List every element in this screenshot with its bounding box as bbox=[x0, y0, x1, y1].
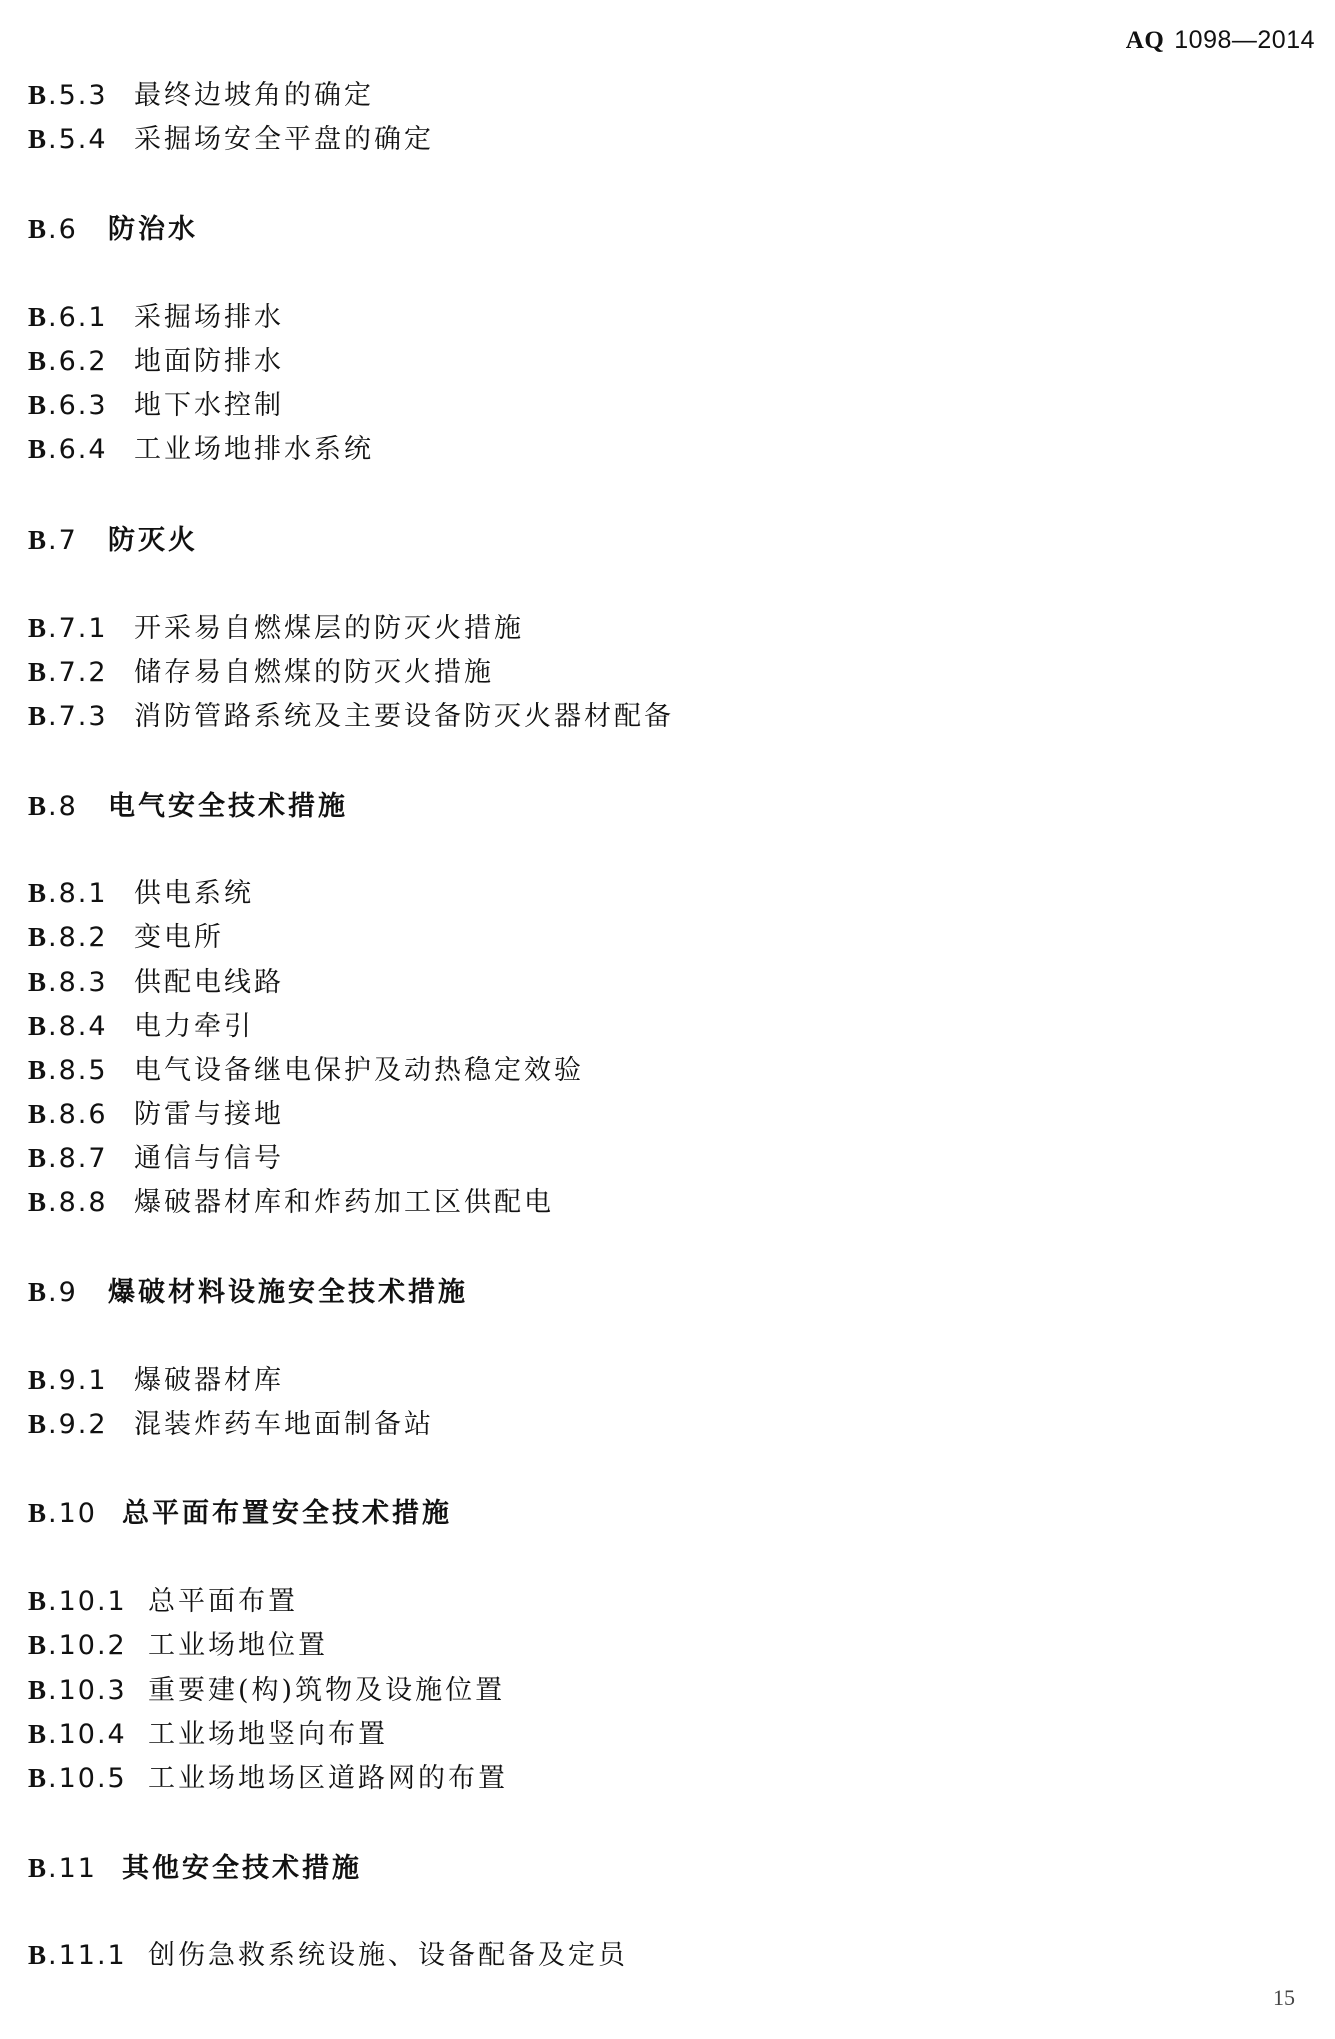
standard-prefix: AQ bbox=[1125, 27, 1165, 54]
entry-number bbox=[28, 1493, 122, 1534]
entry-number-digits: .8.4 bbox=[48, 1011, 108, 1042]
entry-number bbox=[28, 1138, 134, 1179]
toc-entry bbox=[28, 1094, 284, 1134]
toc-entry bbox=[28, 1182, 554, 1222]
entry-number bbox=[28, 962, 134, 1003]
entry-appendix-letter: B bbox=[28, 214, 49, 244]
entry-appendix-letter: B bbox=[28, 1853, 49, 1883]
entry-number bbox=[28, 873, 134, 914]
entry-number bbox=[28, 1182, 134, 1223]
entry-title: 防治水 bbox=[108, 214, 198, 245]
entry-title: 工业场地排水系统 bbox=[134, 434, 374, 465]
entry-appendix-letter: B bbox=[28, 922, 49, 952]
entry-title: 供配电线路 bbox=[134, 967, 284, 998]
entry-number-digits: .11 bbox=[48, 1853, 97, 1884]
standard-number: 1098—2014 bbox=[1174, 26, 1315, 54]
entry-number bbox=[28, 786, 108, 827]
toc-entry bbox=[28, 1935, 628, 1975]
entry-number bbox=[28, 385, 134, 426]
entry-number-digits: .5.3 bbox=[48, 80, 108, 111]
entry-number-digits: .9.2 bbox=[48, 1409, 108, 1440]
entry-title: 爆破器材库 bbox=[134, 1365, 284, 1396]
toc-entry bbox=[28, 962, 284, 1002]
entry-appendix-letter: B bbox=[28, 1586, 49, 1616]
entry-number-digits: .6.2 bbox=[48, 346, 108, 377]
entry-title: 消防管路系统及主要设备防灭火器材配备 bbox=[134, 701, 674, 732]
entry-number bbox=[28, 209, 108, 250]
entry-number bbox=[28, 1714, 148, 1755]
entry-title: 电气安全技术措施 bbox=[108, 791, 348, 822]
entry-appendix-letter: B bbox=[28, 613, 49, 643]
entry-number bbox=[28, 1272, 108, 1313]
entry-number-digits: .7 bbox=[48, 525, 78, 556]
entry-number-digits: .8.8 bbox=[48, 1187, 108, 1218]
entry-title: 防雷与接地 bbox=[134, 1099, 284, 1130]
entry-number bbox=[28, 429, 134, 470]
entry-title: 电力牵引 bbox=[134, 1011, 254, 1042]
entry-title: 地下水控制 bbox=[134, 390, 284, 421]
entry-number bbox=[28, 917, 134, 958]
entry-number bbox=[28, 297, 134, 338]
entry-number-digits: .6.3 bbox=[48, 390, 108, 421]
entry-number-digits: .7.3 bbox=[48, 701, 108, 732]
entry-title: 总平面布置 bbox=[148, 1586, 298, 1617]
entry-title: 供电系统 bbox=[134, 878, 254, 909]
entry-number-digits: .10.4 bbox=[48, 1719, 127, 1750]
entry-number bbox=[28, 1758, 148, 1799]
entry-appendix-letter: B bbox=[28, 80, 49, 110]
toc-entry bbox=[28, 1050, 584, 1090]
entry-number bbox=[28, 1360, 134, 1401]
entry-title: 采掘场安全平盘的确定 bbox=[134, 124, 434, 155]
entry-number-digits: .8.5 bbox=[48, 1055, 108, 1086]
entry-title: 变电所 bbox=[134, 922, 224, 953]
entry-appendix-letter: B bbox=[28, 1277, 49, 1307]
entry-title: 混装炸药车地面制备站 bbox=[134, 1409, 434, 1440]
entry-number bbox=[28, 1670, 148, 1711]
entry-title: 电气设备继电保护及动热稳定效验 bbox=[134, 1055, 584, 1086]
entry-appendix-letter: B bbox=[28, 1143, 49, 1173]
entry-number bbox=[28, 1848, 122, 1889]
entry-title: 采掘场排水 bbox=[134, 302, 284, 333]
entry-number-digits: .6.4 bbox=[48, 434, 108, 465]
entry-title: 创伤急救系统设施、设备配备及定员 bbox=[148, 1940, 628, 1971]
entry-number bbox=[28, 520, 108, 561]
section-heading bbox=[28, 520, 198, 560]
entry-number-digits: .10.2 bbox=[48, 1630, 127, 1661]
toc-entry bbox=[28, 1581, 298, 1621]
entry-appendix-letter: B bbox=[28, 1719, 49, 1749]
toc-entry bbox=[28, 917, 224, 957]
entry-title: 工业场地竖向布置 bbox=[148, 1719, 388, 1750]
entry-appendix-letter: B bbox=[28, 1187, 49, 1217]
entry-appendix-letter: B bbox=[28, 791, 49, 821]
entry-number-digits: .9 bbox=[48, 1277, 78, 1308]
entry-title: 通信与信号 bbox=[134, 1143, 284, 1174]
entry-appendix-letter: B bbox=[28, 525, 49, 555]
entry-number-digits: .7.1 bbox=[48, 613, 108, 644]
entry-number-digits: .10 bbox=[48, 1498, 97, 1529]
entry-number-digits: .10.5 bbox=[48, 1763, 127, 1794]
entry-number bbox=[28, 1404, 134, 1445]
entry-number bbox=[28, 696, 134, 737]
entry-appendix-letter: B bbox=[28, 1409, 49, 1439]
entry-appendix-letter: B bbox=[28, 701, 49, 731]
toc-entry bbox=[28, 873, 254, 913]
entry-number-digits: .8.2 bbox=[48, 922, 108, 953]
entry-title: 储存易自燃煤的防灭火措施 bbox=[134, 657, 494, 688]
entry-number bbox=[28, 652, 134, 693]
toc-entry bbox=[28, 119, 434, 159]
toc-entry bbox=[28, 1404, 434, 1444]
section-heading bbox=[28, 1272, 468, 1312]
toc-entry bbox=[28, 1138, 284, 1178]
toc-entry bbox=[28, 1625, 328, 1665]
entry-appendix-letter: B bbox=[28, 1675, 49, 1705]
entry-title: 最终边坡角的确定 bbox=[134, 80, 374, 111]
section-heading bbox=[28, 1848, 362, 1888]
entry-appendix-letter: B bbox=[28, 346, 49, 376]
section-heading bbox=[28, 209, 198, 249]
entry-title: 防灭火 bbox=[108, 525, 198, 556]
entry-number bbox=[28, 1094, 134, 1135]
entry-number-digits: .8.3 bbox=[48, 967, 108, 998]
entry-number-digits: .8.1 bbox=[48, 878, 108, 909]
toc-entry bbox=[28, 429, 374, 469]
entry-title: 爆破器材库和炸药加工区供配电 bbox=[134, 1187, 554, 1218]
entry-appendix-letter: B bbox=[28, 1055, 49, 1085]
entry-number bbox=[28, 119, 134, 160]
toc-entry bbox=[28, 1360, 284, 1400]
entry-appendix-letter: B bbox=[28, 302, 49, 332]
entry-number-digits: .5.4 bbox=[48, 124, 108, 155]
entry-number bbox=[28, 1625, 148, 1666]
page-number: 15 bbox=[1273, 1985, 1295, 2010]
entry-number-digits: .10.3 bbox=[48, 1675, 127, 1706]
document-code bbox=[1126, 26, 1315, 55]
entry-number-digits: .10.1 bbox=[48, 1586, 127, 1617]
toc-entry bbox=[28, 1758, 508, 1798]
entry-number-digits: .8 bbox=[48, 791, 78, 822]
entry-appendix-letter: B bbox=[28, 1011, 49, 1041]
entry-appendix-letter: B bbox=[28, 967, 49, 997]
toc-entry bbox=[28, 297, 284, 337]
entry-title: 工业场地位置 bbox=[148, 1630, 328, 1661]
entry-number bbox=[28, 1581, 148, 1622]
toc-entry bbox=[28, 1714, 388, 1754]
entry-number-digits: .8.7 bbox=[48, 1143, 108, 1174]
entry-appendix-letter: B bbox=[28, 878, 49, 908]
entry-number bbox=[28, 1050, 134, 1091]
entry-appendix-letter: B bbox=[28, 657, 49, 687]
entry-number-digits: .9.1 bbox=[48, 1365, 108, 1396]
section-heading bbox=[28, 786, 348, 826]
entry-appendix-letter: B bbox=[28, 1630, 49, 1660]
entry-title: 工业场地场区道路网的布置 bbox=[148, 1763, 508, 1794]
toc-entry bbox=[28, 696, 674, 736]
entry-number-digits: .6.1 bbox=[48, 302, 108, 333]
entry-number bbox=[28, 1935, 148, 1976]
entry-number-digits: .8.6 bbox=[48, 1099, 108, 1130]
entry-title: 其他安全技术措施 bbox=[122, 1853, 362, 1884]
entry-appendix-letter: B bbox=[28, 124, 49, 154]
entry-title: 地面防排水 bbox=[134, 346, 284, 377]
entry-number bbox=[28, 75, 134, 116]
entry-number bbox=[28, 608, 134, 649]
entry-title: 总平面布置安全技术措施 bbox=[122, 1498, 452, 1529]
entry-appendix-letter: B bbox=[28, 1763, 49, 1793]
toc-entry bbox=[28, 608, 524, 648]
entry-appendix-letter: B bbox=[28, 390, 49, 420]
section-heading bbox=[28, 1493, 452, 1533]
toc-entry bbox=[28, 341, 284, 381]
entry-title: 爆破材料设施安全技术措施 bbox=[108, 1277, 468, 1308]
entry-number-digits: .7.2 bbox=[48, 657, 108, 688]
toc-entry bbox=[28, 652, 494, 692]
entry-appendix-letter: B bbox=[28, 1940, 49, 1970]
entry-appendix-letter: B bbox=[28, 1365, 49, 1395]
toc-entry bbox=[28, 1670, 505, 1710]
entry-number bbox=[28, 1006, 134, 1047]
entry-appendix-letter: B bbox=[28, 1498, 49, 1528]
toc-entry bbox=[28, 75, 374, 115]
entry-number-digits: .11.1 bbox=[48, 1940, 127, 1971]
toc-entry bbox=[28, 385, 284, 425]
entry-appendix-letter: B bbox=[28, 434, 49, 464]
entry-number-digits: .6 bbox=[48, 214, 78, 245]
entry-appendix-letter: B bbox=[28, 1099, 49, 1129]
entry-number bbox=[28, 341, 134, 382]
entry-title: 重要建(构)筑物及设施位置 bbox=[148, 1675, 506, 1706]
toc-entry bbox=[28, 1006, 254, 1046]
entry-title: 开采易自燃煤层的防灭火措施 bbox=[134, 613, 524, 644]
